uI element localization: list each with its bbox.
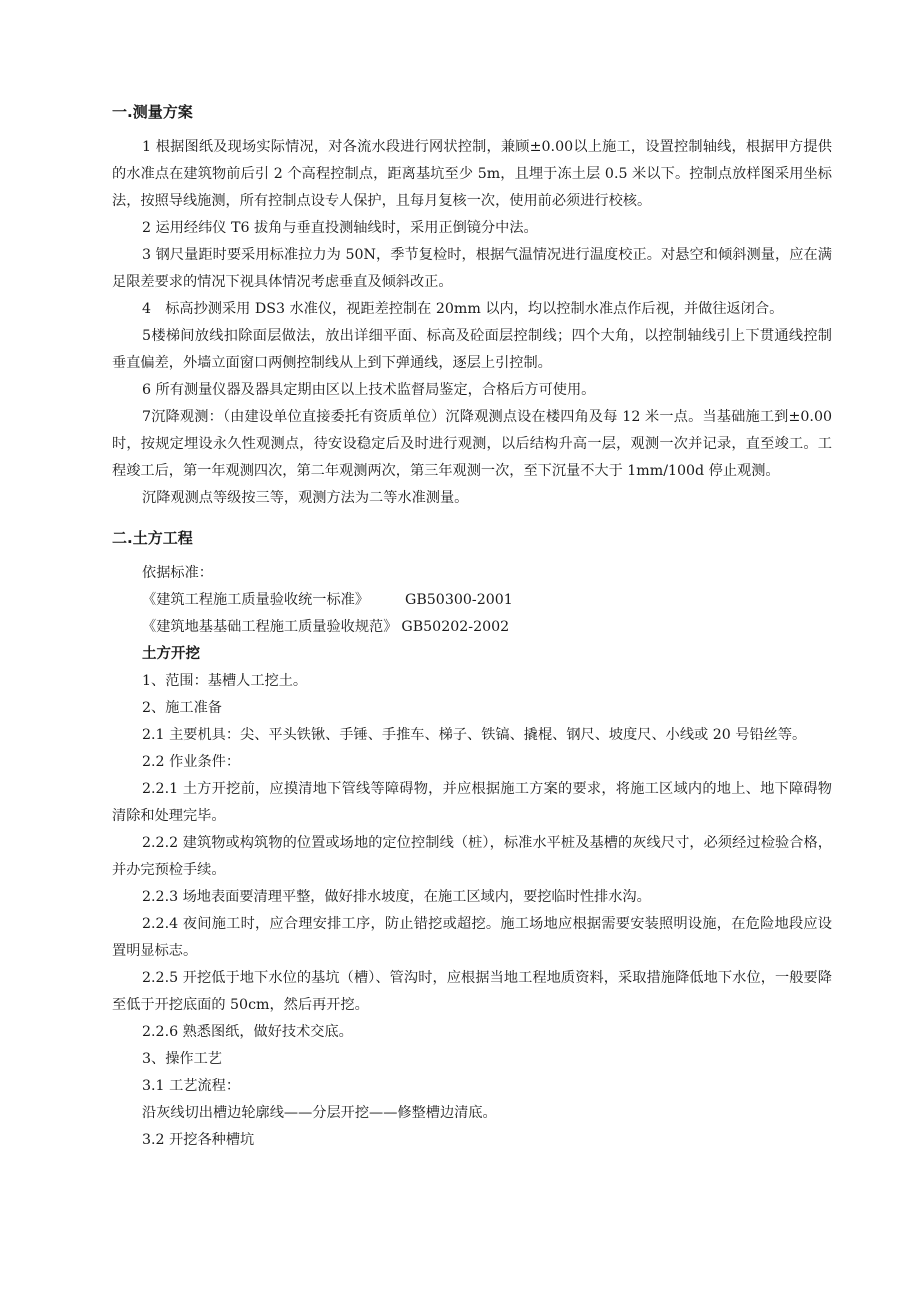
standard-name: 《建筑工程施工质量验收统一标准》 bbox=[142, 592, 370, 608]
subsection-title-excavation: 土方开挖 bbox=[142, 646, 200, 662]
survey-paragraph: 7沉降观测：（由建设单位直接委托有资质单位）沉降观测点设在楼四角及每 12 米一点。当基础施工到±0.00 时，按规定埋设永久性观测点，待安设稳定后及时进行观测，以后结构升高一层，观测一次并记录，直至竣工。工程竣工后，第一年观测四次，第二年观测两次，第三年观测一次，至下沉量不大于 1mm/100d 停止观测。 bbox=[112, 409, 832, 479]
earthwork-paragraph: 3.1 工艺流程： bbox=[142, 1078, 241, 1094]
standard-code: GB50300-2001 bbox=[405, 592, 513, 608]
earthwork-body bbox=[112, 560, 832, 1154]
earthwork-paragraph: 3、操作工艺 bbox=[142, 1051, 222, 1067]
section-title-earthwork: 二.土方工程 bbox=[112, 529, 193, 547]
survey-paragraph: 3 钢尺量距时要采用标准拉力为 50N，季节复检时，根据气温情况进行温度校正。对悬空和倾斜测量，应在满足限差要求的情况下视具体情况考虑垂直及倾斜改正。 bbox=[112, 247, 832, 290]
standard-name: 《建筑地基基础工程施工质量验收规范》 bbox=[142, 619, 398, 635]
survey-paragraph: 5楼梯间放线扣除面层做法，放出详细平面、标高及砼面层控制线；四个大角，以控制轴线引上下贯通线控制垂直偏差，外墙立面窗口两侧控制线从上到下弹通线，逐层上引控制。 bbox=[112, 328, 832, 371]
survey-paragraph: 4 标高抄测采用 DS3 水准仪，视距差控制在 20mm 以内，均以控制水准点作后视，并做往返闭合。 bbox=[142, 301, 784, 317]
standard-row bbox=[112, 587, 832, 614]
earthwork-paragraph: 2.2.1 土方开挖前，应摸清地下管线等障碍物，并应根据施工方案的要求，将施工区域内的地上、地下障碍物清除和处理完毕。 bbox=[112, 781, 832, 824]
document-page bbox=[112, 98, 832, 1154]
standard-row bbox=[112, 614, 832, 641]
section-title-survey: 一.测量方案 bbox=[112, 103, 193, 121]
earthwork-paragraph: 2.2 作业条件： bbox=[142, 754, 241, 770]
earthwork-paragraph: 沿灰线切出槽边轮廓线——分层开挖——修整槽边清底。 bbox=[142, 1105, 497, 1121]
earthwork-paragraph: 2.2.4 夜间施工时，应合理安排工序，防止错挖或超挖。施工场地应根据需要安装照明设施，在危险地段应设置明显标志。 bbox=[112, 916, 832, 959]
survey-body bbox=[112, 134, 832, 512]
standard-code: GB50202-2002 bbox=[401, 619, 510, 635]
basis-label: 依据标准： bbox=[142, 565, 213, 581]
earthwork-paragraph: 2、施工准备 bbox=[142, 700, 222, 716]
earthwork-paragraph: 1、范围：基槽人工挖土。 bbox=[142, 673, 308, 689]
survey-paragraph: 沉降观测点等级按三等，观测方法为二等水准测量。 bbox=[142, 490, 469, 506]
earthwork-paragraph: 2.1 主要机具：尖、平头铁锹、手锤、手推车、梯子、铁镐、撬棍、钢尺、坡度尺、小线或 20 号铅丝等。 bbox=[142, 727, 807, 743]
earthwork-paragraph: 2.2.6 熟悉图纸，做好技术交底。 bbox=[142, 1024, 353, 1040]
earthwork-paragraph: 2.2.2 建筑物或构筑物的位置或场地的定位控制线（桩），标准水平桩及基槽的灰线尺寸，必须经过检验合格，并办完预检手续。 bbox=[112, 835, 832, 878]
earthwork-paragraph: 2.2.3 场地表面要清理平整，做好排水坡度，在施工区域内，要挖临时性排水沟。 bbox=[142, 889, 651, 905]
survey-paragraph: 2 运用经纬仪 T6 拔角与垂直投测轴线时，采用正倒镜分中法。 bbox=[142, 220, 538, 236]
earthwork-paragraph: 2.2.5 开挖低于地下水位的基坑（槽）、管沟时，应根据当地工程地质资料，采取措施降低地下水位，一般要降至低于开挖底面的 50cm，然后再开挖。 bbox=[112, 970, 832, 1013]
survey-paragraph: 1 根据图纸及现场实际情况，对各流水段进行网状控制，兼顾±0.00以上施工，设置控制轴线，根据甲方提供的水准点在建筑物前后引 2 个高程控制点，距离基坑至少 5m，且埋于冻土层 0.5 米以下。控制点放样图采用坐标法，按照导线施测，所有控制点设专人保护，且每月复核一次，使用前必须进行校核。 bbox=[112, 139, 832, 209]
survey-paragraph: 6 所有测量仪器及器具定期由区以上技术监督局鉴定，合格后方可使用。 bbox=[142, 382, 596, 398]
earthwork-paragraph: 3.2 开挖各种槽坑 bbox=[142, 1132, 255, 1148]
